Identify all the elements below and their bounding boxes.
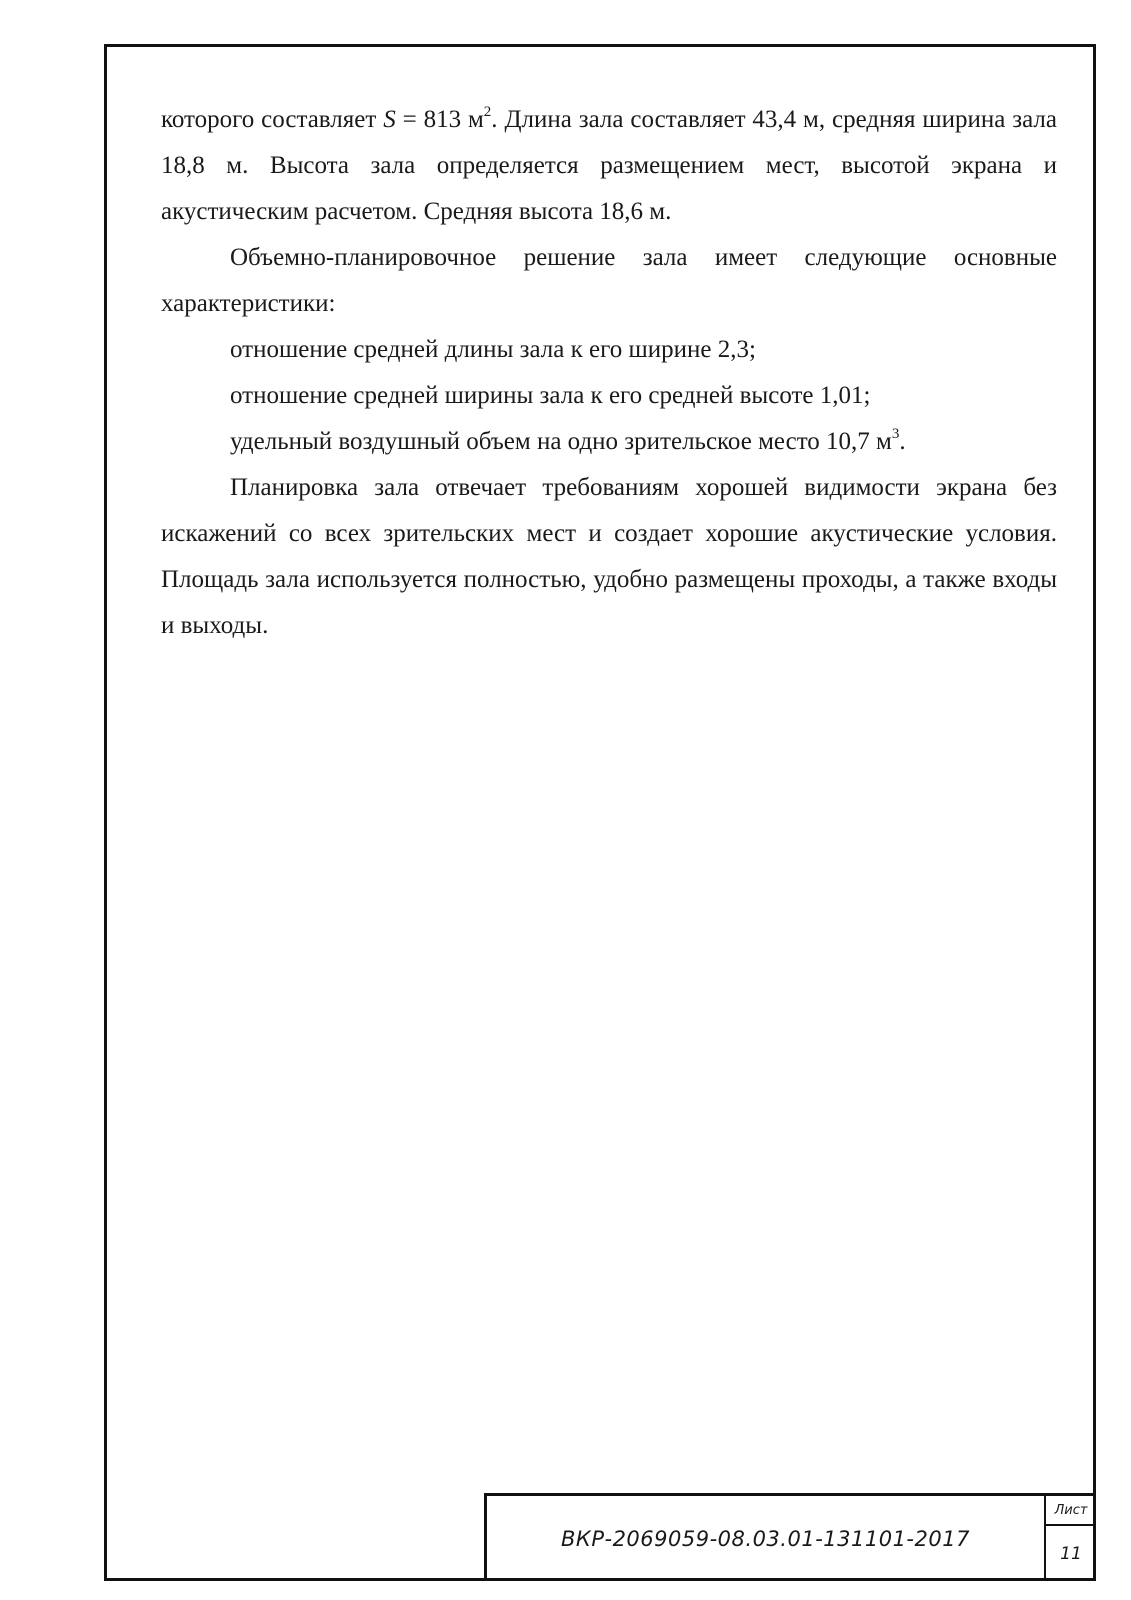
superscript: 3 [891, 426, 900, 442]
sheet-number: 11 [1060, 1543, 1082, 1564]
document-code: ВКР-2069059-08.03.01-131101-2017 [561, 1526, 970, 1551]
list-item: отношение средней ширины зала к его средней высоте 1,01; [230, 382, 871, 409]
area-variable: S [383, 106, 396, 133]
paragraph-hall-dimensions [161, 97, 1057, 235]
title-block-stamp [484, 1493, 1096, 1581]
text-fragment: удельный воздушный объем на одно зрительское место 10,7 м [230, 428, 892, 455]
text-fragment: которого составляет [161, 106, 384, 133]
document-body [161, 97, 1057, 649]
paragraph-layout-summary: Планировка зала отвечает требованиям хорошей видимости экрана без искажений со всех зрительских мест и создает хорошие акустические условия. Площадь зала используется полностью, удобно размещены проходы, а также входы и выходы. [161, 474, 1057, 639]
text-fragment: . [899, 428, 906, 455]
text-fragment: = 813 м [395, 106, 484, 133]
sheet-cell [1044, 1496, 1096, 1581]
sheet-label: Лист [1046, 1496, 1096, 1526]
paragraph-characteristics-intro: Объемно-планировочное решение зала имеет следующие основные характеристики: [161, 244, 1057, 317]
superscript: 2 [483, 104, 492, 120]
list-item [161, 419, 1057, 465]
text-fragment: . Длина зала составляет 43,4 м, средняя ширина зала 18,8 м. Высота зала определяется размещением мест, высотой экрана и акустическим расчетом. Средняя высота 18,6 м. [161, 106, 1057, 225]
list-item: отношение средней длины зала к его ширине 2,3; [230, 336, 756, 363]
